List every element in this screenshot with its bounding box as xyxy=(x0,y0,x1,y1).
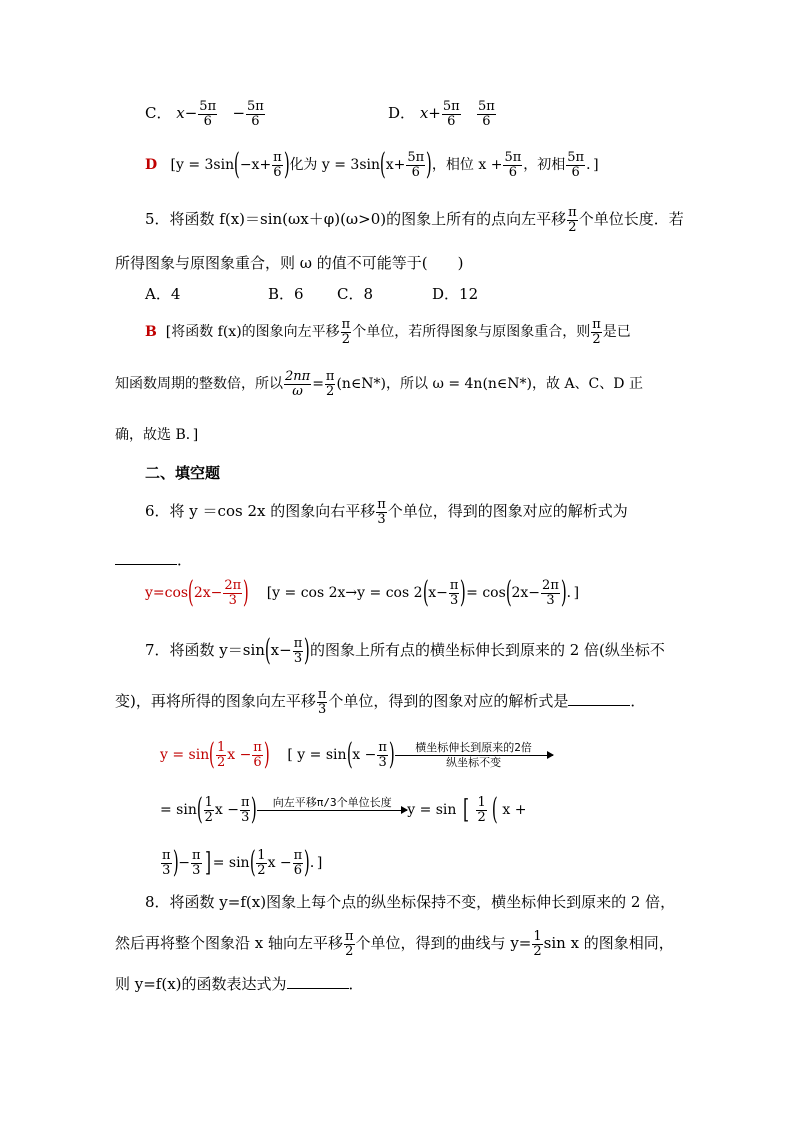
q5-stem-line1: 5．将函数 f(x)＝sin(ωx＋φ)(ω>0)的图象上所有的点向左平移 $\frac{\pi}{2}$ 个单位长度．若 xyxy=(145,205,684,235)
answer-blank xyxy=(287,976,349,989)
q6-stem-line1: 6．将 y ＝cos 2x 的图象向右平移 $\frac{\pi}{3}$ 个单位，得到的图象对应的解析式为 xyxy=(145,497,628,527)
q5-option-d: D．12 xyxy=(432,285,479,303)
section-title: 二、填空题 xyxy=(145,464,221,482)
q7-answer-line1: y = sin( $\frac{1}{2}$ x − $\frac{\pi}{6}$ ) [ y = sin(x − $\frac{\pi}{3}$ ) 横坐标伸长到原来的2倍 纵坐标不变 xyxy=(160,740,553,770)
fraction: $\frac{\pi}{2}$ xyxy=(568,205,577,235)
fraction: $\frac{\pi}{3}$ xyxy=(162,847,171,878)
fraction: $\frac{5\pi}{6}$ xyxy=(407,149,425,180)
q7-solution-line2: = sin( $\frac{1}{2}$ x − $\frac{\pi}{3}$ ) 向左平移π/3个单位长度 y = sin [ $\frac{1}{2}$ ( x + xyxy=(160,792,527,827)
fraction: $\frac{5\pi}{6}$ xyxy=(199,99,217,129)
fraction: $\frac{1}{2}$ xyxy=(477,794,486,825)
q4-solution: D [y = 3sin(−x+ $\frac{\pi}{6}$ )化为 y = 3sin(x+ $\frac{5\pi}{6}$ )，相位 x + $\frac{5\pi}{6}$ ，初相 $\frac{5\pi}{6}$ ．] xyxy=(145,147,599,182)
q5-solution-line2: 知函数周期的整数倍，所以 $\frac{2n\pi}{\omega}$ = $\frac{\pi}{2}$ (n∈N*)，所以 ω = 4n(n∈N*)，故 A、C、D 正 xyxy=(115,369,643,399)
q6-stem-line2: ． xyxy=(115,552,192,568)
answer-expression: y=cos(2x− $\frac{2\pi}{3}$ ) xyxy=(145,575,249,610)
transform-arrow: 向左平移π/3个单位长度 xyxy=(257,796,407,823)
q5-option-b: B．6 xyxy=(268,285,304,303)
fraction: $\frac{5\pi}{6}$ xyxy=(442,99,460,129)
answer-letter: B xyxy=(145,324,157,341)
fraction: $\frac{1}{2}$ xyxy=(216,739,226,770)
q4-option-c: C． x− $\frac{5\pi}{6}$ − $\frac{5\pi}{6}$ xyxy=(145,99,264,129)
fraction: $\frac{1}{2}$ xyxy=(204,794,213,825)
fraction: $\frac{\pi}{3}$ xyxy=(449,577,459,608)
q8-stem-line1: 8．将函数 y=f(x)图象上每个点的纵坐标保持不变，横坐标伸长到原来的 2 倍， xyxy=(145,893,676,911)
fraction: $\frac{2\pi}{3}$ xyxy=(224,577,242,608)
fraction: $\frac{\pi}{2}$ xyxy=(325,369,335,399)
fraction: $\frac{5\pi}{6}$ xyxy=(567,149,585,180)
answer-blank xyxy=(115,552,177,565)
q7-stem-line2: 变)，再将所得的图象向左平移 $\frac{\pi}{3}$ 个单位，得到的图象对应的解析式是 ． xyxy=(115,687,646,717)
q4-option-d: D． x+ $\frac{5\pi}{6}$ $\frac{5\pi}{6}$ xyxy=(388,99,495,129)
q5-solution-line3: 确，故选 B．] xyxy=(115,427,199,443)
q5-option-c: C．8 xyxy=(337,285,374,303)
fraction: $\frac{5\pi}{6}$ xyxy=(477,99,495,129)
q5-stem-line2: 所得图象与原图象重合，则 ω 的值不可能等于( ) xyxy=(115,254,464,272)
transform-arrow: 横坐标伸长到原来的2倍 纵坐标不变 xyxy=(395,741,553,768)
q5-option-a: A．4 xyxy=(145,285,181,303)
answer-letter: D xyxy=(145,157,158,173)
answer-blank xyxy=(568,693,630,706)
fraction: $\frac{\pi}{3}$ xyxy=(317,687,327,717)
fraction: $\frac{\pi}{3}$ xyxy=(377,497,386,527)
fraction: $\frac{\pi}{3}$ xyxy=(293,635,303,666)
fraction: $\frac{\pi}{3}$ xyxy=(240,794,250,825)
fraction: $\frac{\pi}{6}$ xyxy=(273,149,282,180)
fraction: $\frac{2\pi}{3}$ xyxy=(542,577,559,608)
fraction: $\frac{\pi}{2}$ xyxy=(345,929,354,959)
q7-solution-line3: $\frac{\pi}{3}$ )− $\frac{\pi}{3}$ ] = sin( $\frac{1}{2}$ x − $\frac{\pi}{6}$ )．] xyxy=(162,845,323,880)
fraction: $\frac{\pi}{2}$ xyxy=(592,317,601,347)
fraction: $\frac{\pi}{6}$ xyxy=(253,739,262,770)
fraction: $\frac{\pi}{3}$ xyxy=(378,739,387,770)
q8-stem-line2: 然后再将整个图象沿 x 轴向左平移 $\frac{\pi}{2}$ 个单位，得到的曲线与 y= $\frac{1}{2}$ sin x 的图象相同， xyxy=(115,929,674,959)
fraction: $\frac{5\pi}{6}$ xyxy=(247,99,264,129)
fraction: $\frac{2n\pi}{\omega}$ xyxy=(285,369,311,399)
fraction: $\frac{\pi}{6}$ xyxy=(293,847,303,878)
fraction: $\frac{1}{2}$ xyxy=(257,847,266,878)
q8-stem-line3: 则 y=f(x)的函数表达式为 ． xyxy=(115,975,364,993)
q6-answer: y=cos(2x− $\frac{2\pi}{3}$ ) [y = cos 2x→y = cos 2(x− $\frac{\pi}{3}$ )= cos(2x− $\frac{2\pi}{3}$ )．] xyxy=(145,575,580,610)
fraction: $\frac{\pi}{3}$ xyxy=(192,847,201,878)
fraction: $\frac{5\pi}{6}$ xyxy=(504,149,522,180)
q7-stem-line1: 7．将函数 y＝sin(x− $\frac{\pi}{3}$ )的图象上所有点的横坐标伸长到原来的 2 倍(纵坐标不 xyxy=(145,633,665,668)
answer-expression: y = sin( $\frac{1}{2}$ x − $\frac{\pi}{6}$ ) xyxy=(160,737,270,772)
q5-solution-line1: B [将函数 f(x)的图象向左平移 $\frac{\pi}{2}$ 个单位，若所得图象与原图象重合，则 $\frac{\pi}{2}$ 是已 xyxy=(145,317,631,347)
fraction: $\frac{\pi}{2}$ xyxy=(341,317,351,347)
fraction: $\frac{1}{2}$ xyxy=(533,929,542,959)
